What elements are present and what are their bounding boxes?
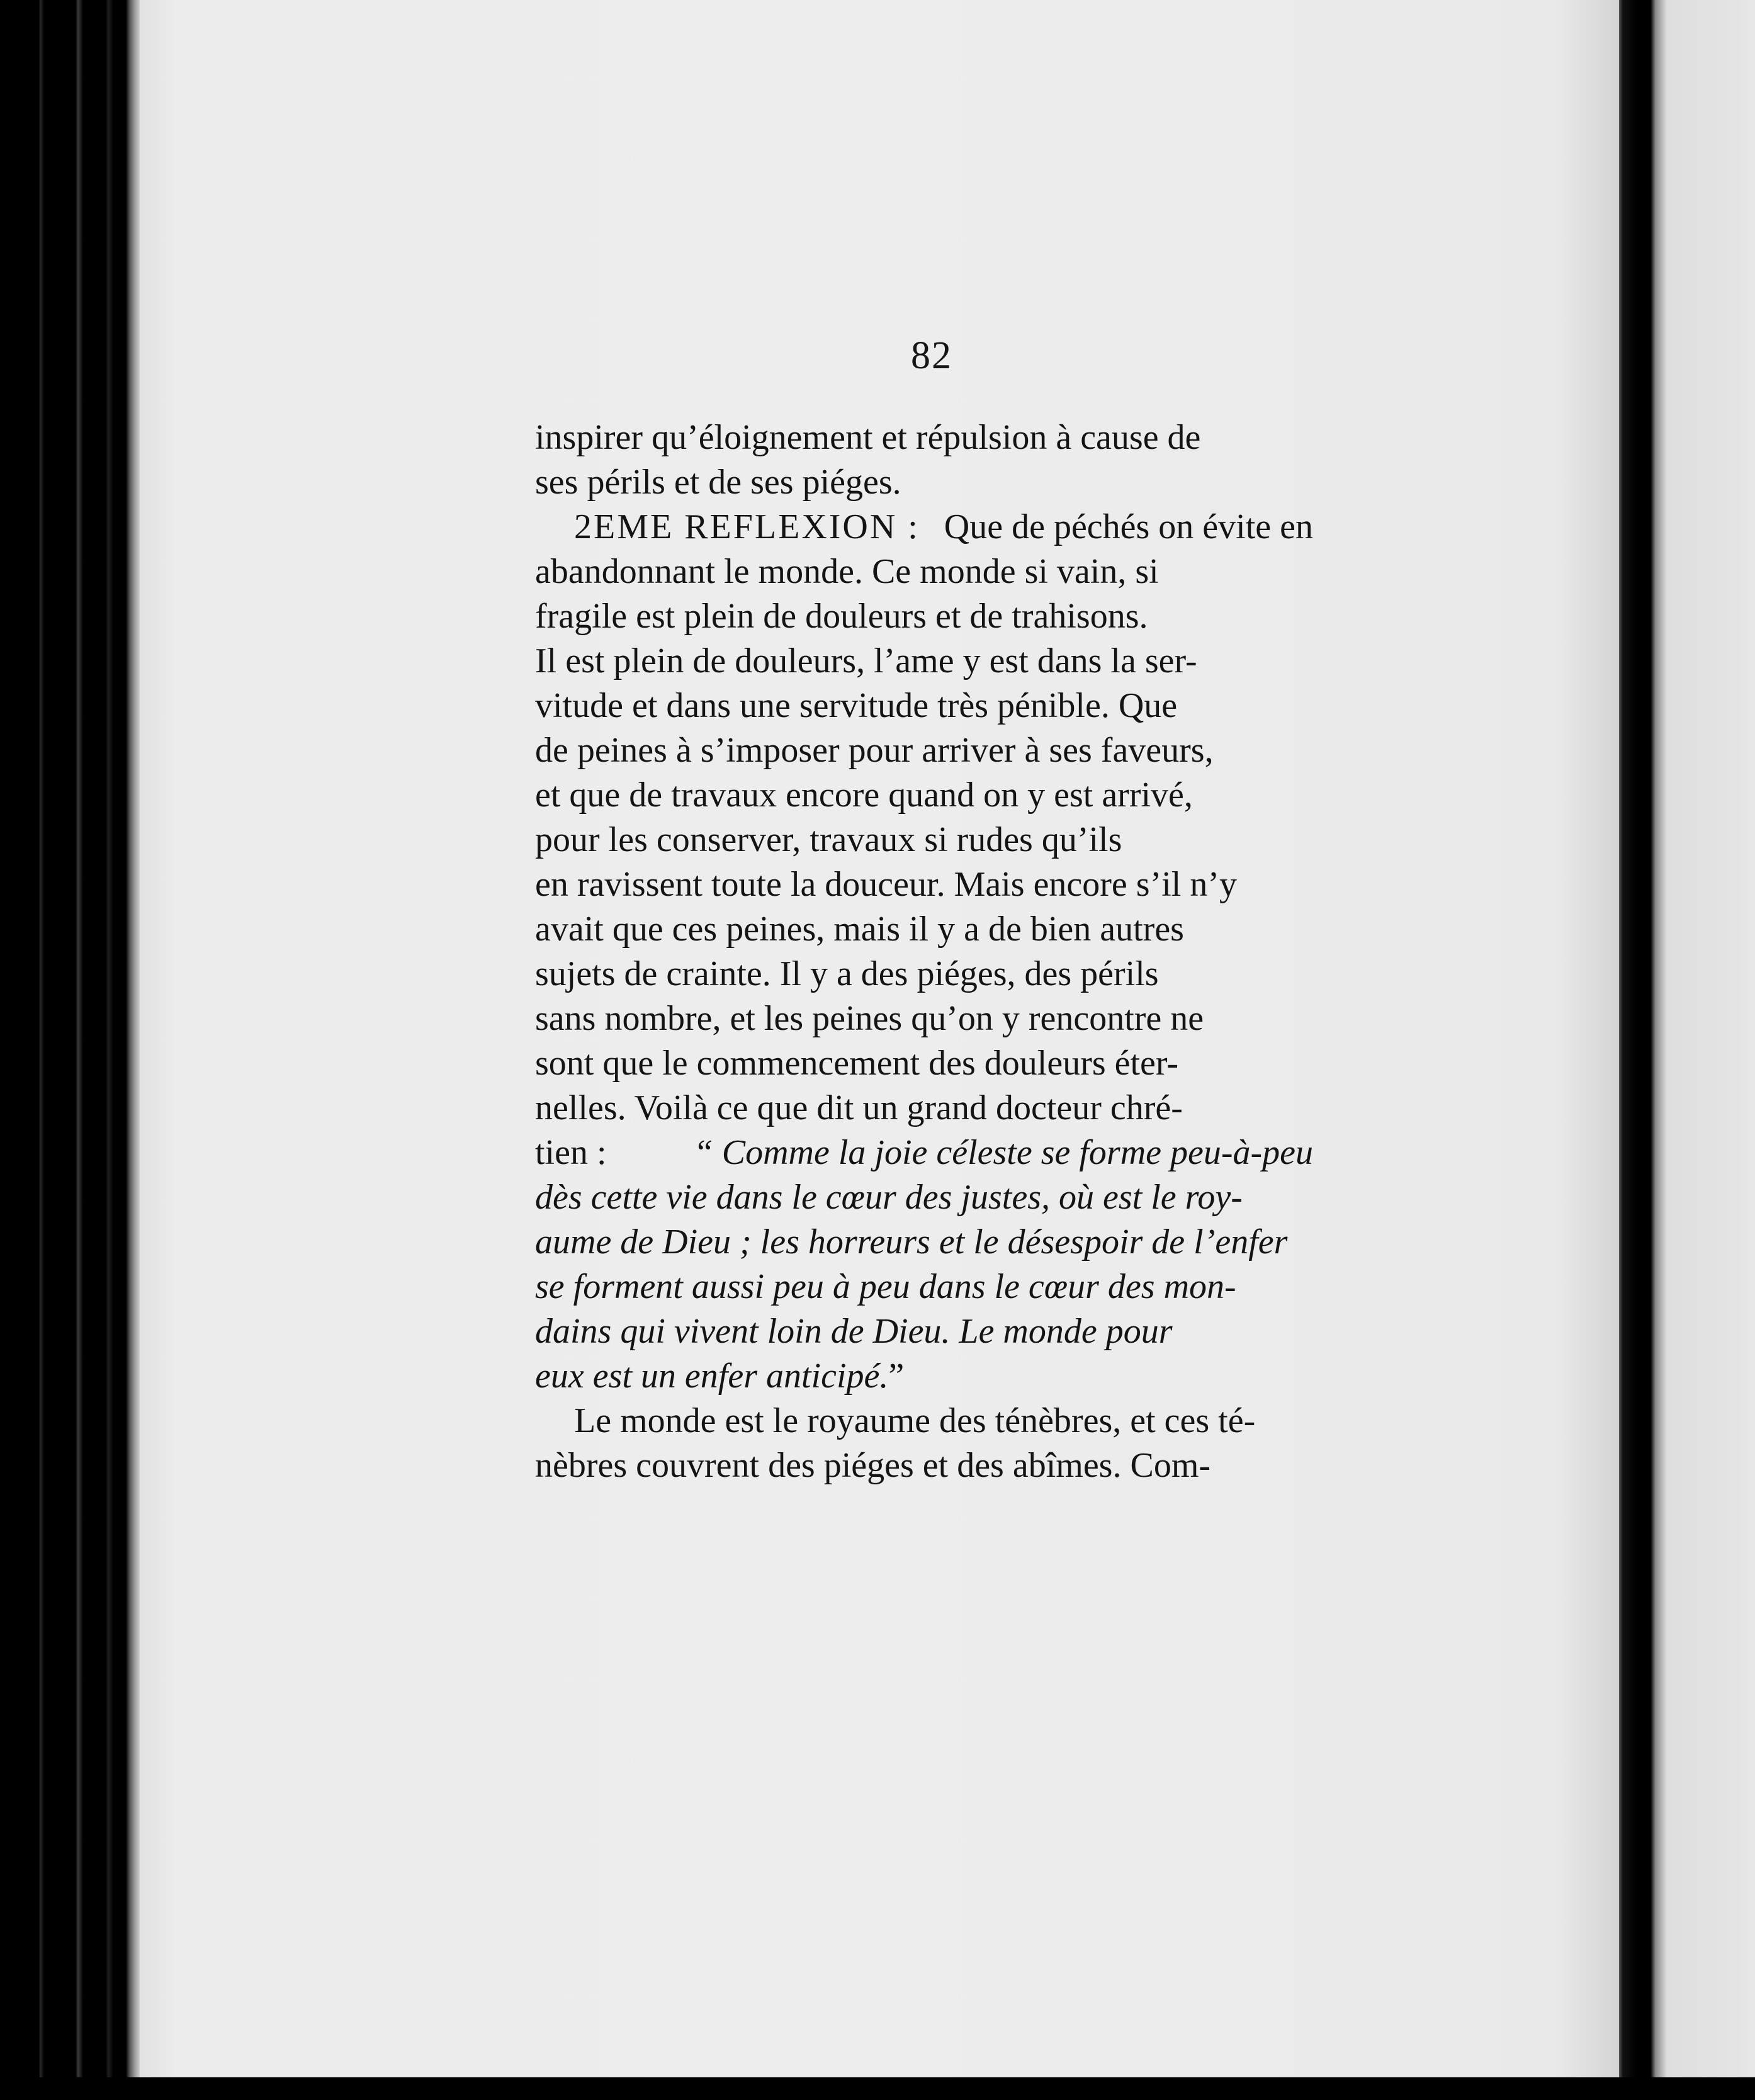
text-line: ses périls et de ses piéges. [535,463,901,502]
text-line: Le monde est le royaume des ténèbres, et ces té- [574,1401,1256,1440]
bottom-edge [0,2077,1755,2100]
page-gutter [1619,0,1637,2100]
text-line: abandonnant le monde. Ce monde si vain, si [535,552,1159,591]
body-text [535,415,1313,1488]
text-line: de peines à s’imposer pour arriver à ses faveurs, [535,731,1214,770]
text-line: sujets de crainte. Il y a des piéges, des périls [535,954,1159,993]
text-line: et que de travaux encore quand on y est arrivé, [535,776,1193,815]
quotation-line: se forment aussi peu à peu dans le cœur des mon- [535,1267,1236,1306]
text-line: pour les conserver, travaux si rudes qu’ils [535,820,1122,859]
text-line: tien : “ Comme la joie céleste se forme peu-à-peu [535,1131,1313,1175]
page-number: 82 [911,334,952,377]
text-line: 2EME REFLEXION : Que de péchés on évite en [535,505,1313,550]
facing-page-edge [1637,0,1755,2100]
text-line: nelles. Voilà ce que dit un grand docteur chré- [535,1088,1183,1127]
text-line: sans nombre, et les peines qu’on y rencontre ne [535,999,1204,1038]
text-line: avait que ces peines, mais il y a de bien autres [535,910,1184,949]
section-heading: 2EME REFLEXION : [574,507,920,546]
quotation: “ Comme la joie céleste se forme peu-à-peu [693,1133,1313,1172]
quotation-line: dès cette vie dans le cœur des justes, où est le roy- [535,1178,1243,1217]
text-line: sont que le commencement des douleurs éter- [535,1044,1179,1083]
text-line: fragile est plein de douleurs et de trahisons. [535,597,1148,636]
text-line: inspirer qu’éloignement et répulsion à cause de [535,418,1201,457]
text-line: vitude et dans une servitude très pénible. Que [535,686,1178,725]
quotation-line: eux est un enfer anticipé. ” [535,1357,905,1396]
text-line: en ravissent toute la douceur. Mais encore s’il n’y [535,865,1237,904]
text-line: nèbres couvrent des piéges et des abîmes. Com- [535,1446,1211,1485]
quotation-line: aume de Dieu ; les horreurs et le désespoir de l’enfer [535,1222,1288,1262]
text-line: Il est plein de douleurs, l’ame y est dans la ser- [535,641,1197,680]
book-binding [0,0,145,2100]
quotation-line: dains qui vivent loin de Dieu. Le monde pour [535,1312,1173,1351]
